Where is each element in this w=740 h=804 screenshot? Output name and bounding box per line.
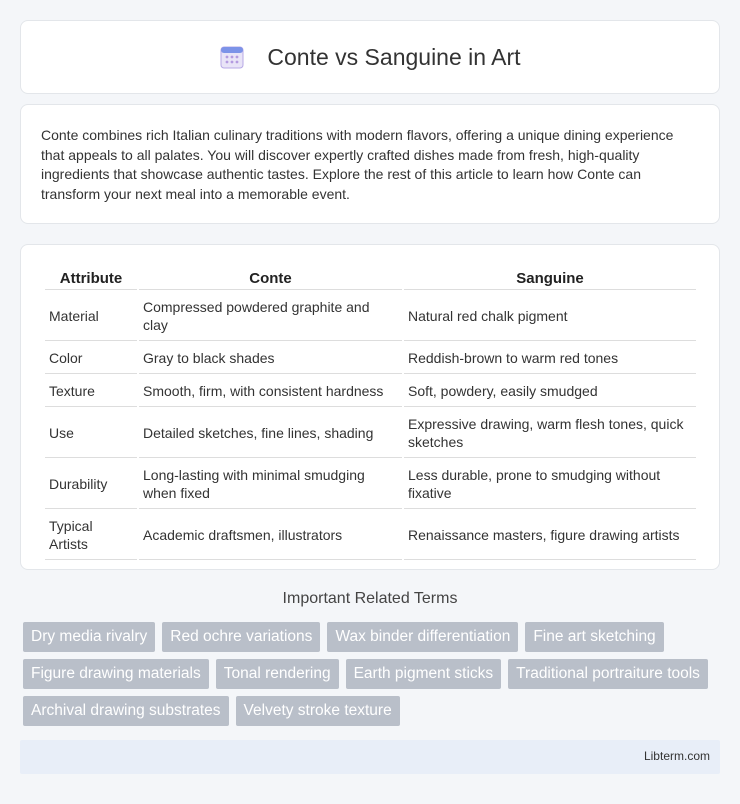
table-row [45, 292, 696, 341]
related-term-tag[interactable]: Fine art sketching [525, 622, 663, 652]
column-header: Conte [139, 267, 402, 290]
table-cell: Color [45, 343, 137, 374]
table-cell: Less durable, prone to smudging without fixative [404, 460, 696, 509]
related-term-tag[interactable]: Dry media rivalry [23, 622, 155, 652]
table-cell: Compressed powdered graphite and clay [139, 292, 402, 341]
comparison-table [43, 265, 698, 562]
table-cell: Academic draftsmen, illustrators [139, 511, 402, 560]
table-cell: Expressive drawing, warm flesh tones, quick sketches [404, 409, 696, 458]
table-cell: Texture [45, 376, 137, 407]
footer [20, 740, 720, 774]
table-row [45, 460, 696, 509]
table-cell: Renaissance masters, figure drawing artists [404, 511, 696, 560]
table-cell: Smooth, firm, with consistent hardness [139, 376, 402, 407]
table-row [45, 376, 696, 407]
related-term-tag[interactable]: Wax binder differentiation [327, 622, 518, 652]
column-header: Sanguine [404, 267, 696, 290]
intro-text: Conte combines rich Italian culinary traditions with modern flavors, offering a unique dining experience that appeals to all palates. You will discover expertly crafted dishes made from fresh, high-quality ingredients that showcase authentic tastes. Explore the rest of this article to learn how Conte can transform your next meal into a memorable event. [41, 127, 674, 202]
table-cell: Gray to black shades [139, 343, 402, 374]
related-terms-title: Important Related Terms [282, 590, 458, 607]
comparison-card [20, 244, 720, 570]
related-term-tag[interactable]: Archival drawing substrates [23, 696, 229, 726]
table-header-row [45, 267, 696, 290]
table-cell: Use [45, 409, 137, 458]
table-cell: Material [45, 292, 137, 341]
table-row [45, 511, 696, 560]
table-row [45, 343, 696, 374]
table-cell: Detailed sketches, fine lines, shading [139, 409, 402, 458]
related-terms-list [23, 622, 723, 726]
column-header: Attribute [45, 267, 137, 290]
header-card [20, 20, 720, 94]
table-cell: Reddish-brown to warm red tones [404, 343, 696, 374]
table-cell: Typical Artists [45, 511, 137, 560]
table-cell: Natural red chalk pigment [404, 292, 696, 341]
table-row [45, 409, 696, 458]
footer-brand-link[interactable]: Libterm.com [643, 749, 710, 763]
calendar-icon [219, 44, 245, 70]
related-term-tag[interactable]: Velvety stroke texture [236, 696, 400, 726]
related-term-tag[interactable]: Tonal rendering [216, 659, 339, 689]
table-cell: Soft, powdery, easily smudged [404, 376, 696, 407]
related-term-tag[interactable]: Figure drawing materials [23, 659, 209, 689]
page-title: Conte vs Sanguine in Art [267, 43, 521, 70]
table-cell: Durability [45, 460, 137, 509]
related-term-tag[interactable]: Red ochre variations [162, 622, 320, 652]
intro-card [20, 104, 720, 224]
table-cell: Long-lasting with minimal smudging when fixed [139, 460, 402, 509]
related-term-tag[interactable]: Earth pigment sticks [346, 659, 502, 689]
related-term-tag[interactable]: Traditional portraiture tools [508, 659, 708, 689]
